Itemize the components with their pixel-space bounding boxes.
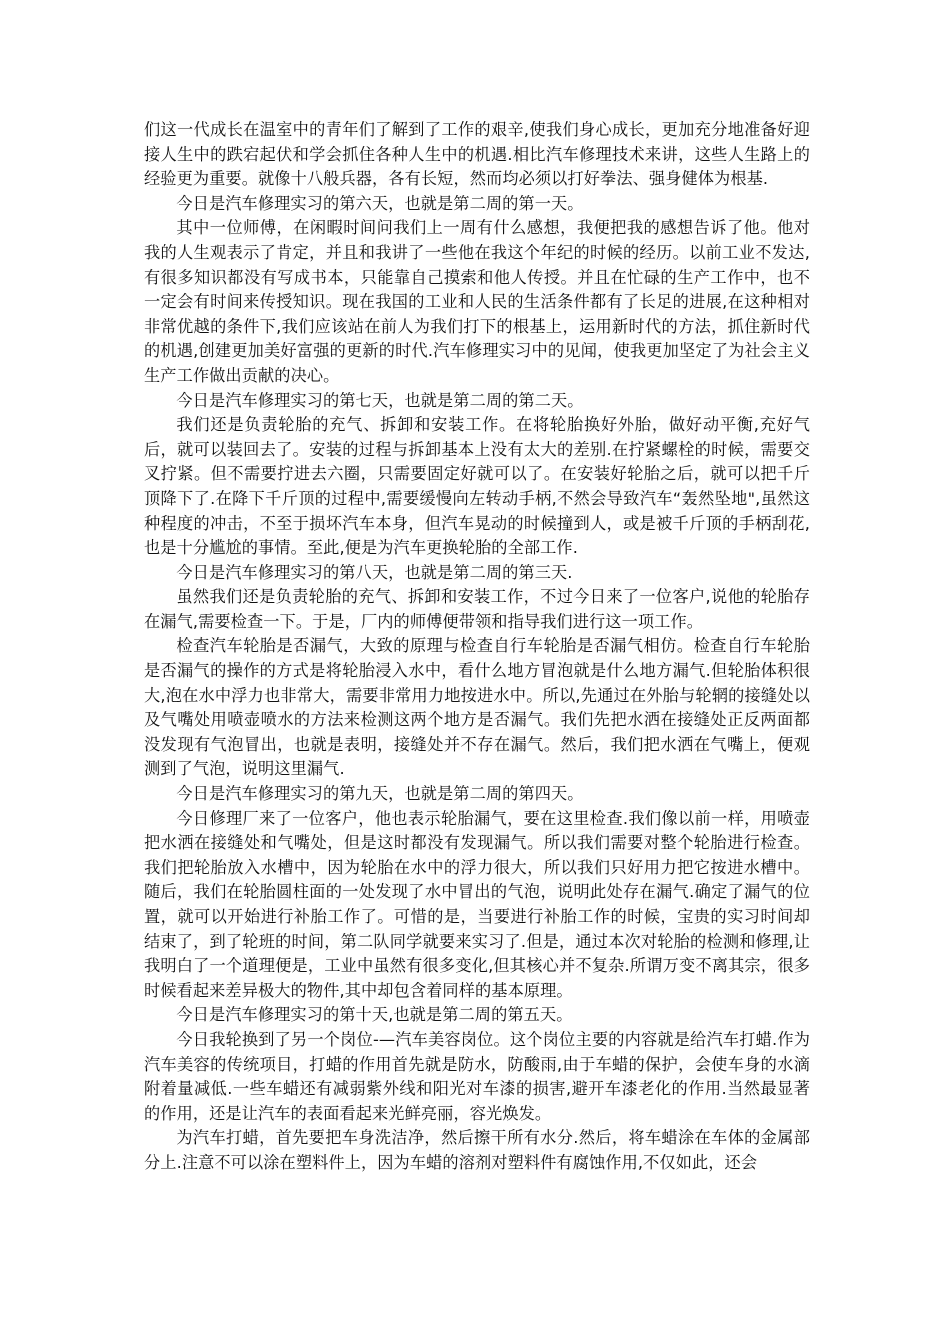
document-body <box>144 118 810 1176</box>
paragraph-9: 今日是汽车修理实习的第九天，也就是第二周的第四天。 <box>176 784 584 804</box>
paragraph-11: 今日是汽车修理实习的第十天,也就是第二周的第五天。 <box>176 1005 573 1025</box>
paragraph-5: 我们还是负责轮胎的充气、拆卸和安装工作。在将轮胎换好外胎，做好动平衡,充好气后，就可以装回去了。安装的过程与拆卸基本上没有太大的差别.在拧紧螺栓的时候，需要交叉拧紧。但不需要拧进去六圈，只需要固定好就可以了。在安装好轮胎之后，就可以把千斤顶降下了.在降下千斤顶的过程中,需要缓慢向左转动手柄,不然会导致汽车“轰然坠地",虽然这种程度的冲击，不至于损坏汽车本身，但汽车晃动的时候撞到人，或是被千斤顶的手柄刮花,也是十分尴尬的事情。至此,便是为汽车更换轮胎的全部工作. <box>144 415 810 558</box>
paragraph-8: 检查汽车轮胎是否漏气，大致的原理与检查自行车轮胎是否漏气相仿。检查自行车轮胎是否漏气的操作的方式是将轮胎浸入水中，看什么地方冒泡就是什么地方漏气.但轮胎体积很大,泡在水中浮力也非常大，需要非常用力地按进水中。所以,先通过在外胎与轮辋的接缝处以及气嘴处用喷壶喷水的方法来检测这两个地方是否漏气。我们先把水洒在接缝处正反两面都没发现有气泡冒出，也就是表明，接缝处并不存在漏气。然后，我们把水洒在气嘴上，便观测到了气泡，说明这里漏气. <box>144 636 810 779</box>
paragraph-4: 今日是汽车修理实习的第七天，也就是第二周的第二天。 <box>176 390 584 410</box>
paragraph-7: 虽然我们还是负责轮胎的充气、拆卸和安装工作，不过今日来了一位客户,说他的轮胎存在漏气,需要检查一下。于是，厂内的师傅便带领和指导我们进行这一项工作。 <box>144 587 810 631</box>
paragraph-1: 们这一代成长在温室中的青年们了解到了工作的艰辛,使我们身心成长，更加充分地准备好迎接人生中的跌宕起伏和学会抓住各种人生中的机遇.相比汽车修理技术来讲，这些人生路上的经验更为重要。就像十八般兵器，各有长短，然而均必须以打好拳法、强身健体为根基. <box>144 120 810 189</box>
paragraph-12: 今日我轮换到了另一个岗位-—汽车美容岗位。这个岗位主要的内容就是给汽车打蜡.作为汽车美容的传统项目，打蜡的作用首先就是防水，防酸雨,由于车蜡的保护，会使车身的水滴附着量减低.一些车蜡还有减弱紫外线和阳光对车漆的损害,避开车漆老化的作用.当然最显著的作用，还是让汽车的表面看起来光鲜亮丽，容光焕发。 <box>144 1029 810 1123</box>
paragraph-2: 今日是汽车修理实习的第六天，也就是第二周的第一天。 <box>176 193 584 213</box>
paragraph-13: 为汽车打蜡，首先要把车身洗洁净，然后擦干所有水分.然后，将车蜡涂在车体的金属部分上.注意不可以涂在塑料件上，因为车蜡的溶剂对塑料件有腐蚀作用,不仅如此，还会 <box>144 1128 810 1172</box>
paragraph-3: 其中一位师傅，在闲暇时间问我们上一周有什么感想，我便把我的感想告诉了他。他对我的人生观表示了肯定，并且和我讲了一些他在我这个年纪的时候的经历。以前工业不发达,有很多知识都没有写成书本，只能靠自己摸索和他人传授。并且在忙碌的生产工作中，也不一定会有时间来传授知识。现在我国的工业和人民的生活条件都有了长足的进展,在这种相对非常优越的条件下,我们应该站在前人为我们打下的根基上，运用新时代的方法，抓住新时代的机遇,创建更加美好富强的更新的时代.汽车修理实习中的见闻，使我更加坚定了为社会主义生产工作做出贡献的决心。 <box>144 218 810 385</box>
paragraph-10: 今日修理厂来了一位客户，他也表示轮胎漏气，要在这里检查.我们像以前一样，用喷壶把水洒在接缝处和气嘴处，但是这时都没有发现漏气。所以我们需要对整个轮胎进行检查。我们把轮胎放入水槽中，因为轮胎在水中的浮力很大，所以我们只好用力把它按进水槽中。随后，我们在轮胎圆柱面的一处发现了水中冒出的气泡，说明此处存在漏气.确定了漏气的位置，就可以开始进行补胎工作了。可惜的是，当要进行补胎工作的时候，宝贵的实习时间却结束了，到了轮班的时间，第二队同学就要来实习了.但是，通过本次对轮胎的检测和修理,让我明白了一个道理便是，工业中虽然有很多变化,但其核心并不复杂.所谓万变不离其宗，很多时候看起来差异极大的物件,其中却包含着同样的基本原理。 <box>144 808 810 1000</box>
paragraph-6: 今日是汽车修理实习的第八天，也就是第二周的第三天. <box>176 562 573 582</box>
